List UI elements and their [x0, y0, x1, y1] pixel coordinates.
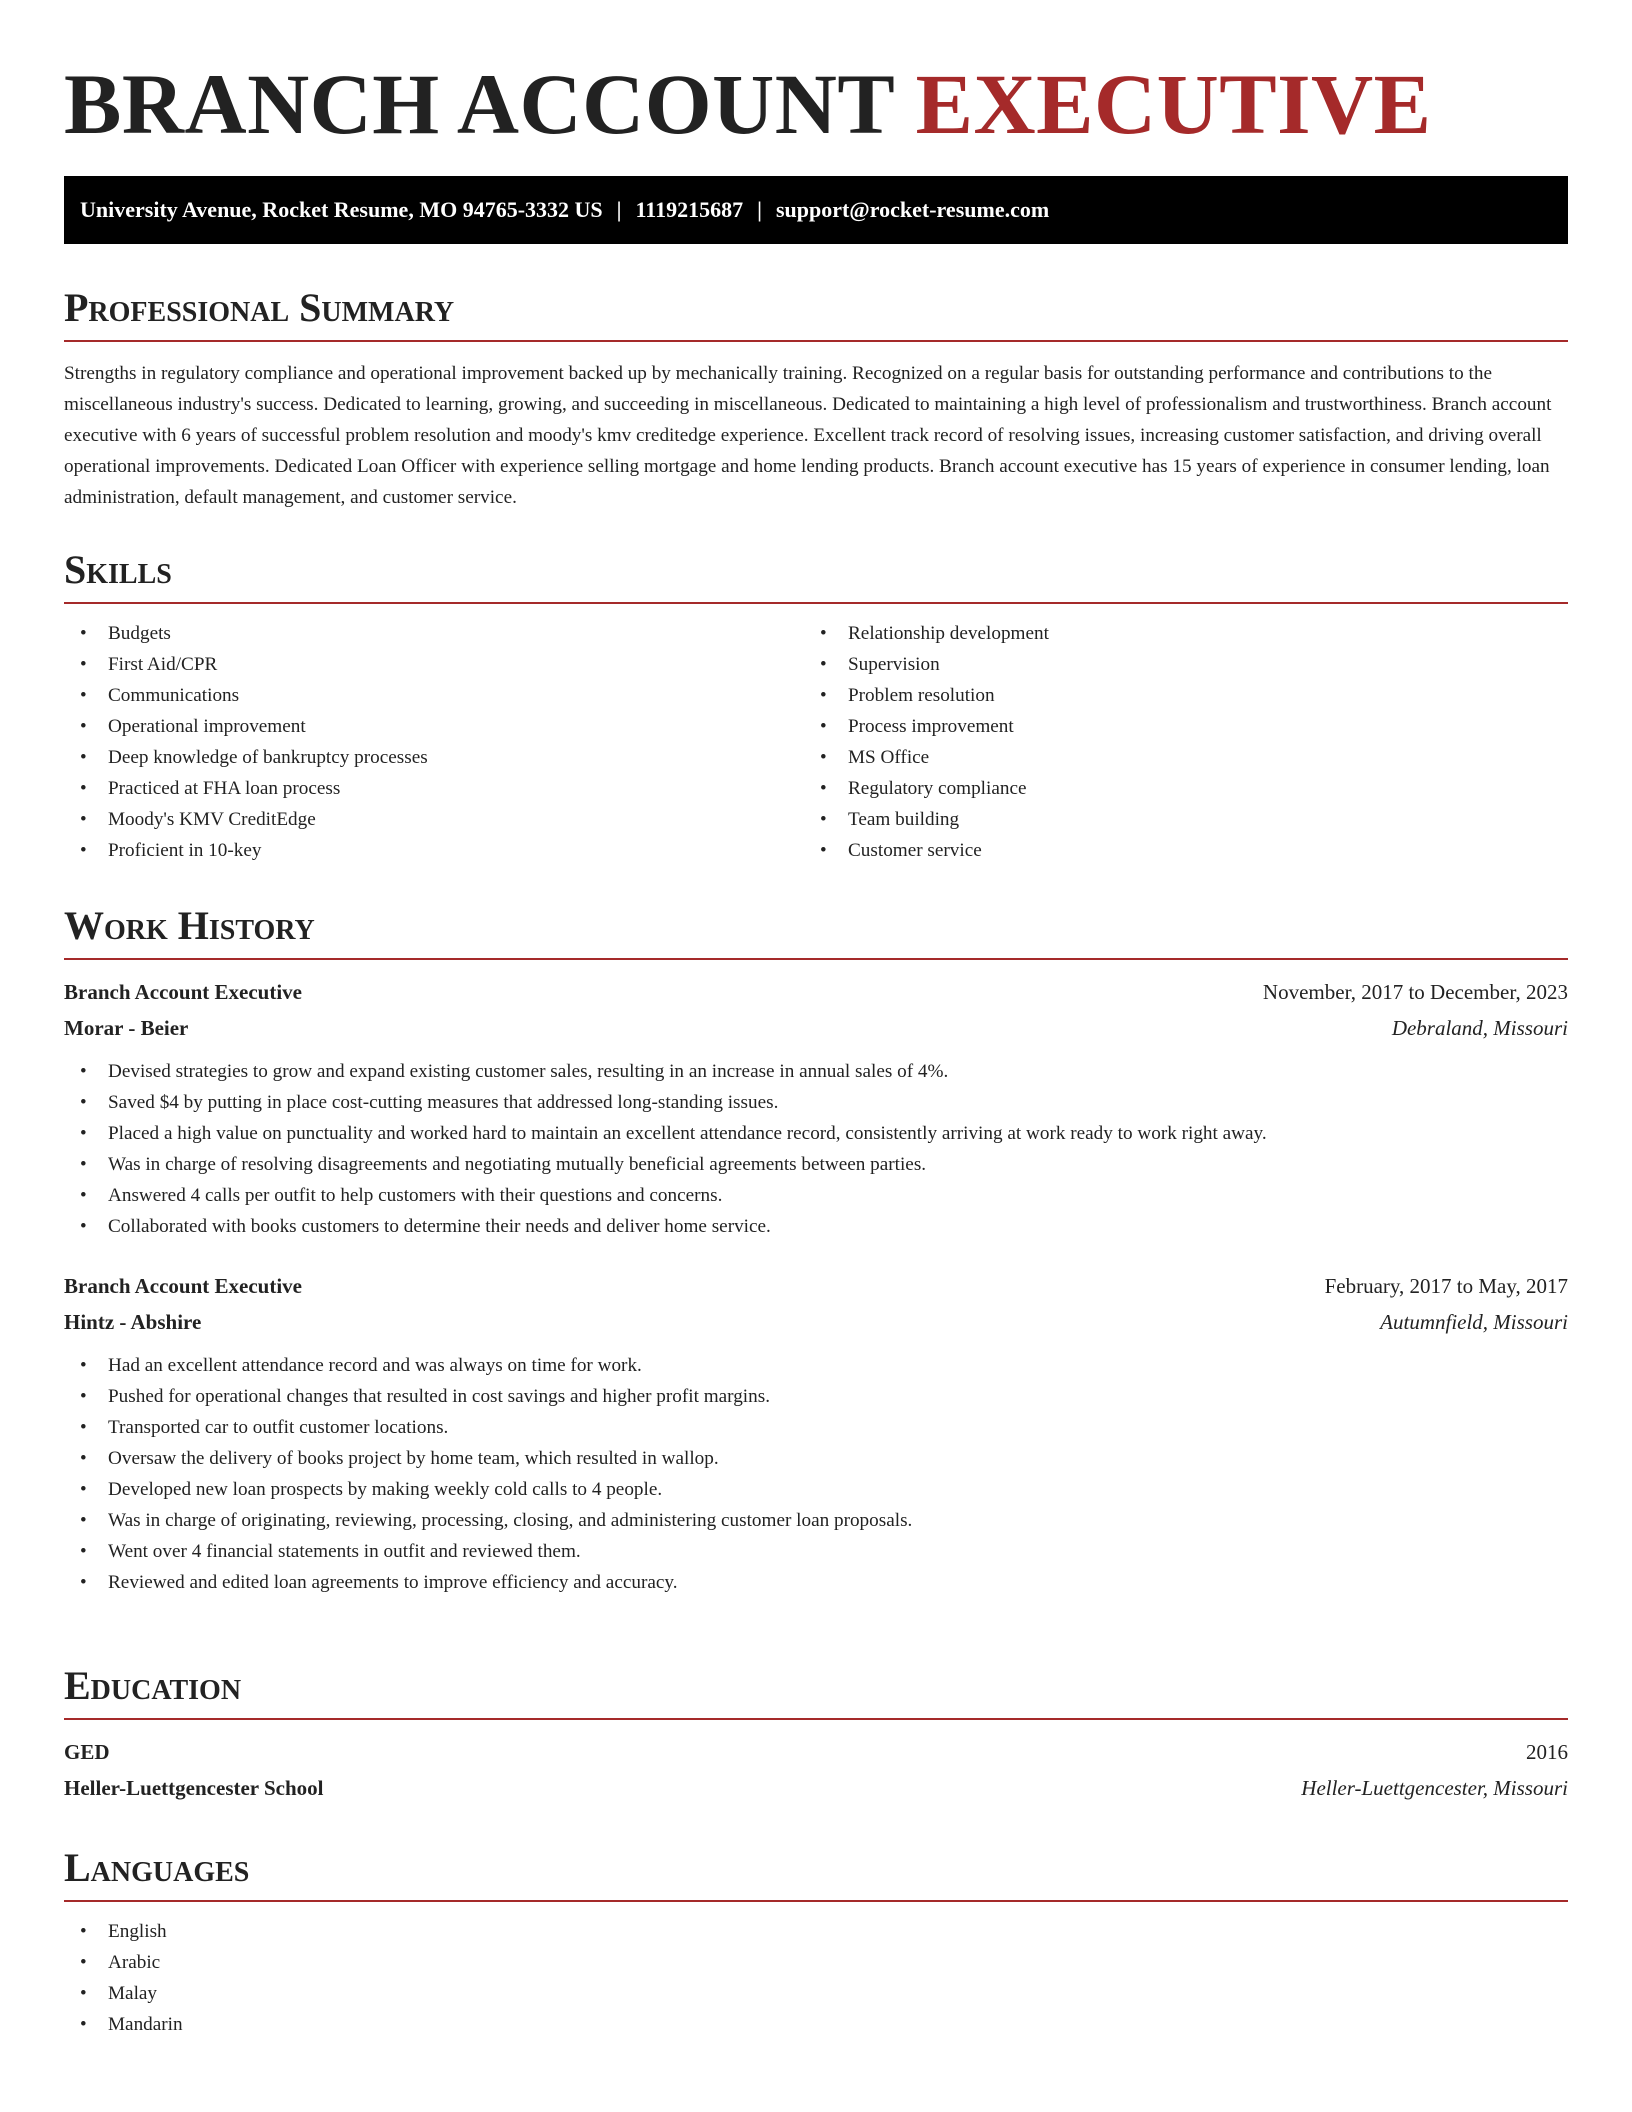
education-section: [64, 1658, 1568, 1806]
languages-list: [64, 1916, 1568, 2040]
skill-item: • Deep knowledge of bankruptcy processes: [64, 742, 804, 773]
skill-item: • Operational improvement: [64, 711, 804, 742]
skill-item: • Relationship development: [804, 618, 1544, 649]
job-location: Debraland, Missouri: [1391, 1016, 1568, 1040]
skills-heading: Skills: [64, 542, 1568, 604]
education-school: Heller-Luettgencester School: [64, 1776, 324, 1800]
languages-heading: Languages: [64, 1840, 1568, 1902]
job-company: Hintz - Abshire: [64, 1310, 202, 1334]
work-history-section: [64, 898, 1568, 1598]
languages-section: [64, 1840, 1568, 2040]
job-duty-item: • Reviewed and edited loan agreements to improve efficiency and accuracy.: [64, 1567, 1568, 1598]
skill-item: • Problem resolution: [804, 680, 1544, 711]
skills-left-list: [64, 618, 804, 866]
education-school-row: [64, 1770, 1568, 1806]
contact-bar: [64, 176, 1568, 244]
contact-phone: 1119215687: [635, 197, 744, 222]
job-duties-list: [64, 1056, 1568, 1242]
summary-section: [64, 280, 1568, 513]
education-degree: GED: [64, 1740, 110, 1764]
job-duty-item: • Transported car to outfit customer locations.: [64, 1412, 1568, 1443]
skills-section: [64, 542, 1568, 866]
contact-email[interactable]: support@rocket-resume.com: [775, 197, 1050, 222]
education-entry: [64, 1734, 1568, 1806]
job-header-row: [64, 974, 1568, 1010]
skill-item: • Communications: [64, 680, 804, 711]
job-duty-item: • Placed a high value on punctuality and worked hard to maintain an excellent attendance record, consistently arriving at work ready to work right away.: [64, 1118, 1568, 1149]
name-accent: EXECUTIVE: [915, 56, 1432, 152]
summary-heading: Professional Summary: [64, 280, 1568, 342]
skill-item: • Process improvement: [804, 711, 1544, 742]
job-duty-item: • Collaborated with books customers to determine their needs and deliver home service.: [64, 1211, 1568, 1242]
job-duty-item: • Pushed for operational changes that resulted in cost savings and higher profit margins.: [64, 1381, 1568, 1412]
job-company-row: [64, 1010, 1568, 1046]
skill-item: • Moody's KMV CreditEdge: [64, 804, 804, 835]
skill-item: • Supervision: [804, 649, 1544, 680]
skill-item: • Budgets: [64, 618, 804, 649]
skill-item: • Customer service: [804, 835, 1544, 866]
job-duty-item: • Developed new loan prospects by making weekly cold calls to 4 people.: [64, 1474, 1568, 1505]
job-duty-item: • Answered 4 calls per outfit to help customers with their questions and concerns.: [64, 1180, 1568, 1211]
skills-grid: [64, 618, 1568, 866]
skill-item: • Regulatory compliance: [804, 773, 1544, 804]
language-item: • Arabic: [64, 1947, 1568, 1978]
skills-right-list: [804, 618, 1544, 866]
contact-separator: |: [757, 197, 762, 222]
contact-address: University Avenue, Rocket Resume, MO 94765-3332 US: [80, 197, 603, 222]
skill-item: • Practiced at FHA loan process: [64, 773, 804, 804]
skill-item: • Proficient in 10-key: [64, 835, 804, 866]
skill-item: • MS Office: [804, 742, 1544, 773]
job-title: Branch Account Executive: [64, 980, 302, 1004]
job-duty-item: • Was in charge of originating, reviewing, processing, closing, and administering customer loan proposals.: [64, 1505, 1568, 1536]
education-location: Heller-Luettgencester, Missouri: [1301, 1776, 1568, 1800]
job-duty-item: • Had an excellent attendance record and was always on time for work.: [64, 1350, 1568, 1381]
name-primary: BRANCH ACCOUNT: [64, 56, 894, 152]
language-item: • Mandarin: [64, 2009, 1568, 2040]
job-entry: [64, 974, 1568, 1242]
contact-separator: |: [616, 197, 622, 222]
work-history-heading: Work History: [64, 898, 1568, 960]
education-year: 2016: [1526, 1740, 1568, 1764]
summary-text: Strengths in regulatory compliance and operational improvement backed up by mechanically training. Recognized on a regular basis for outstanding performance and contributions to the miscellaneous industry's success. Dedicated to learning, growing, and succeeding in miscellaneous. Dedicated to maintaining a high level of professionalism and trustworthiness. Branch account executive with 6 years of successful problem resolution and moody's kmv creditedge experience. Excellent track record of resolving issues, increasing customer satisfaction, and driving overall operational improvements. Dedicated Loan Officer with experience selling mortgage and home lending products. Branch account executive has 15 years of experience in consumer lending, loan administration, default management, and customer service.: [64, 363, 1552, 508]
skill-item: • Team building: [804, 804, 1544, 835]
language-item: • Malay: [64, 1978, 1568, 2009]
job-duty-item: • Oversaw the delivery of books project by home team, which resulted in wallop.: [64, 1443, 1568, 1474]
job-entry: [64, 1268, 1568, 1598]
job-title: Branch Account Executive: [64, 1274, 302, 1298]
job-duty-item: • Saved $4 by putting in place cost-cutting measures that addressed long-standing issues.: [64, 1087, 1568, 1118]
job-duties-list: [64, 1350, 1568, 1598]
skill-item: • First Aid/CPR: [64, 649, 804, 680]
job-dates: November, 2017 to December, 2023: [1262, 980, 1568, 1004]
job-duty-item: • Was in charge of resolving disagreements and negotiating mutually beneficial agreements between parties.: [64, 1149, 1568, 1180]
job-company: Morar - Beier: [64, 1016, 189, 1040]
job-company-row: [64, 1304, 1568, 1340]
resume-name: [64, 54, 1432, 154]
education-degree-row: [64, 1734, 1568, 1770]
job-dates: February, 2017 to May, 2017: [1324, 1274, 1568, 1298]
job-duty-item: • Devised strategies to grow and expand existing customer sales, resulting in an increase in annual sales of 4%.: [64, 1056, 1568, 1087]
job-location: Autumnfield, Missouri: [1380, 1310, 1568, 1334]
job-header-row: [64, 1268, 1568, 1304]
language-item: • English: [64, 1916, 1568, 1947]
job-duty-item: • Went over 4 financial statements in outfit and reviewed them.: [64, 1536, 1568, 1567]
education-heading: Education: [64, 1658, 1568, 1720]
